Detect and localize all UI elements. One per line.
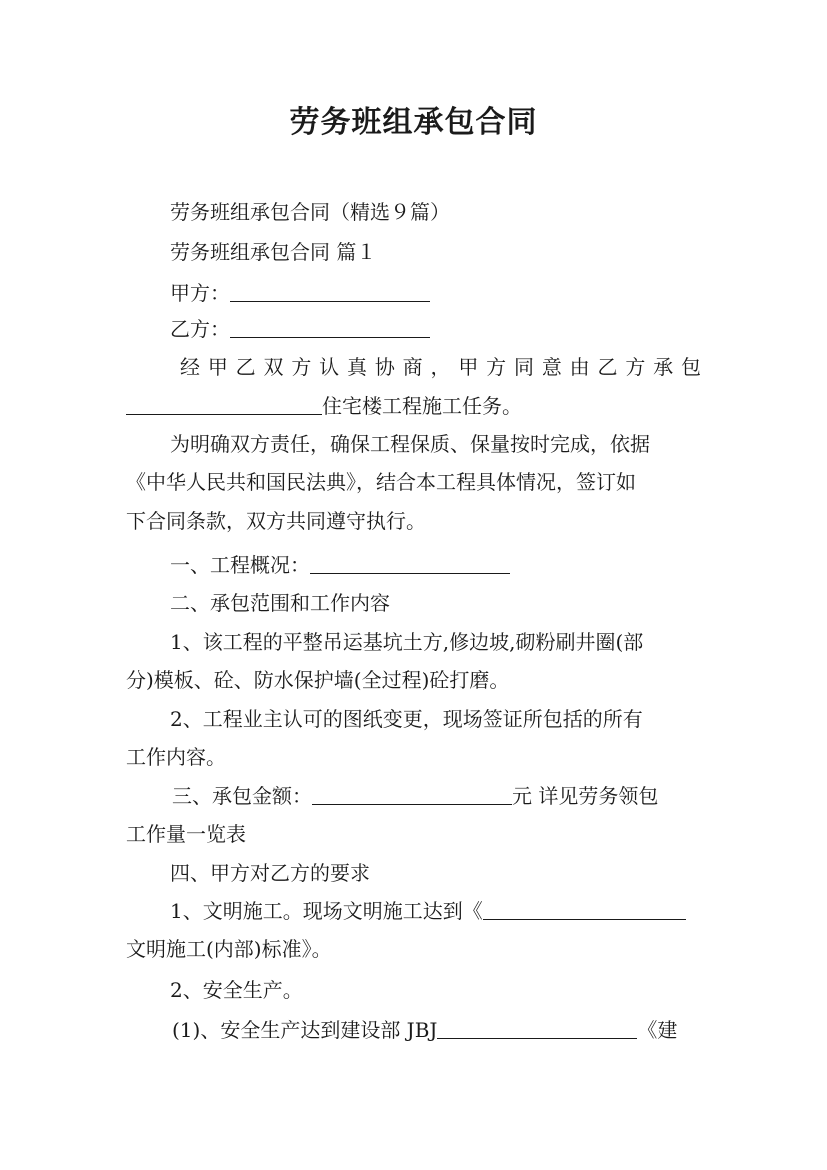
party-b-line <box>170 309 430 349</box>
item2-2-line1: 2、工程业主认可的图纸变更，现场签证所包括的所有 <box>170 707 643 731</box>
item4-1-line2: 文明施工(内部)标准》。 <box>126 937 332 961</box>
party-b-blank <box>230 315 430 338</box>
item3-line1 <box>172 776 658 816</box>
item4-2-1-suffix: 《建 <box>637 1018 678 1042</box>
item4-1-text: 1、文明施工。现场文明施工达到《 <box>170 899 483 923</box>
para1-line2 <box>126 386 522 426</box>
para2-line3: 下合同条款，双方共同遵守执行。 <box>126 509 426 533</box>
item3-label: 三、承包金额： <box>172 784 312 808</box>
item3-suffix: 元 详见劳务领包 <box>512 784 659 808</box>
section-heading: 劳务班组承包合同 篇１ <box>170 240 377 264</box>
safety-standard-blank <box>437 1016 637 1039</box>
para2-line2: 《中华人民共和国民法典》，结合本工程具体情况，签订如 <box>126 470 636 494</box>
document-title: 劳务班组承包合同 <box>289 105 538 140</box>
item4-2-1-text: (1)、安全生产达到建设部 JBJ <box>172 1018 438 1042</box>
contract-amount-blank <box>312 782 512 805</box>
party-a-label: 甲方： <box>170 281 230 305</box>
item4-2-heading: 2、安全生产。 <box>170 978 303 1002</box>
project-overview-blank <box>310 551 510 574</box>
item4-heading: 四、甲方对乙方的要求 <box>170 861 370 885</box>
item3-line2: 工作量一览表 <box>126 822 246 846</box>
party-b-label: 乙方： <box>170 317 230 341</box>
item2-1-line1: 1、该工程的平整吊运基坑土方,修边坡,砌粉刷井圈(部 <box>170 630 644 654</box>
para1-line1 <box>180 347 709 387</box>
para1-line2-text: 住宅楼工程施工任务。 <box>322 394 522 418</box>
item4-1-line1 <box>170 891 686 931</box>
party-a-line <box>170 273 430 313</box>
item1-line <box>170 545 510 585</box>
item1-label: 一、工程概况： <box>170 553 310 577</box>
item2-2-line2: 工作内容。 <box>126 745 226 769</box>
para2-line1: 为明确双方责任，确保工程保质、保量按时完成，依据 <box>170 432 650 456</box>
para1-line1-text: 经甲乙双方认真协商，甲方同意由乙方承包 <box>180 355 709 379</box>
party-a-blank <box>230 279 430 302</box>
item2-1-line2: 分)模板、砼、防水保护墙(全过程)砼打磨。 <box>126 668 510 692</box>
project-name-blank <box>126 392 322 415</box>
item4-2-1-line <box>172 1010 677 1050</box>
civil-construction-blank <box>483 897 686 920</box>
intro-line: 劳务班组承包合同（精选９篇） <box>170 200 450 224</box>
item2-heading: 二、承包范围和工作内容 <box>170 591 390 615</box>
